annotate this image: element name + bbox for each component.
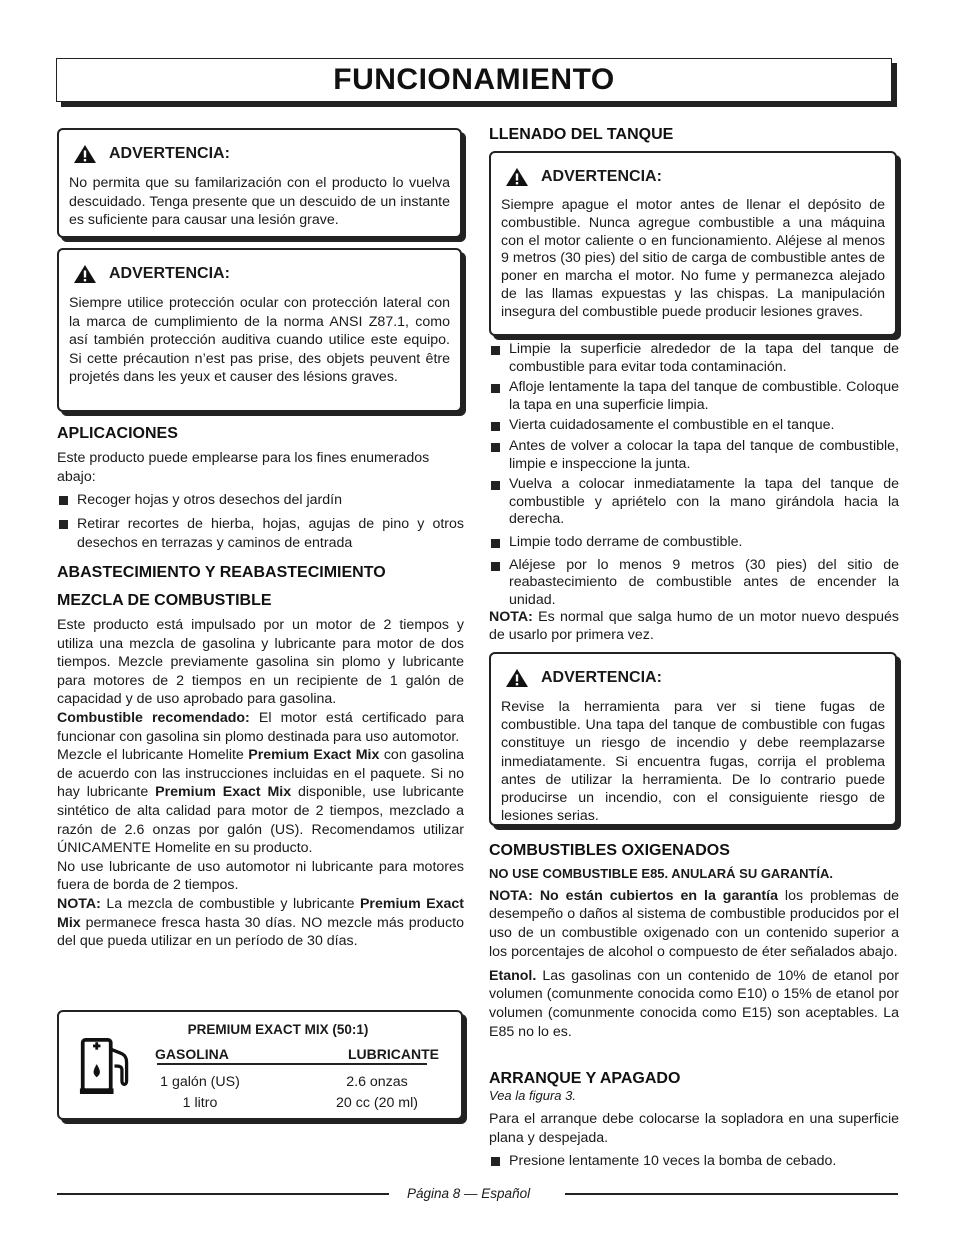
list-item: Vuelva a colocar inmediatamente la tapa del tanque de combustible y apriételo con la mano girándola hacia la derecha.	[489, 476, 899, 529]
lubricant-text: con gasolina de acuerdo con las instrucciones incluidas en el paquete. Si no hay lubricante	[57, 747, 465, 801]
start-paragraph: Para el arranque debe colocarse la sopladora en una superficie plana y despejada.	[489, 1111, 899, 1146]
warning-triangle-icon	[73, 264, 97, 284]
recommended-fuel-text: El motor está certificado para funcionar con gasolina sin plomo destinada para uso automotor.	[57, 709, 464, 745]
warning-triangle-icon	[505, 668, 529, 688]
warning-label: ADVERTENCIA:	[541, 668, 662, 686]
figure-reference: Vea la figura 3.	[489, 1088, 576, 1103]
list-item: Presione lentamente 10 veces la bomba de cebado.	[489, 1152, 899, 1171]
tank-note	[489, 609, 899, 644]
mix-ratio-table	[57, 1010, 463, 1120]
footer-page-label: Página 8 — Español	[407, 1186, 531, 1201]
recommended-fuel-paragraph	[57, 709, 464, 746]
ethanol-paragraph	[489, 967, 899, 1042]
warning-box-refuel	[489, 151, 897, 336]
table-cell: 20 cc (20 ml)	[336, 1095, 418, 1111]
note-text: Es normal que salga humo de un motor nuevo después de usarlo por primera vez.	[489, 609, 899, 643]
mixing-section	[57, 616, 464, 951]
warning-header	[505, 167, 885, 187]
table-header-rule	[157, 1063, 427, 1065]
applications-section	[57, 449, 464, 558]
warning-text: Siempre utilice protección ocular con protección lateral con la marca de cumplimiento de la norma ANSI Z87.1, como así también protección auditiva cuando utilice este equipo. Si cette précaution n’est pas prise, des objets peuvent être projetés dans les yeux et causer des lésions graves.	[69, 295, 450, 385]
warning-header	[73, 264, 450, 284]
note-label: NOTA:	[57, 895, 101, 912]
warning-text: No permita que su familarización con el producto lo vuelva descuidado. Tenga presente que un descuido de un instante es suficiente para causar una lesión grave.	[69, 175, 450, 228]
tank-steps	[489, 341, 899, 645]
list-item: Vierta cuidadosamente el combustible en el tanque.	[489, 417, 899, 435]
column-header: GASOLINA	[155, 1046, 229, 1062]
mix-col-lubricant	[315, 1045, 439, 1114]
start-stop-section	[489, 1088, 899, 1176]
table-cell: 1 litro	[182, 1095, 218, 1111]
footer-rule-right	[565, 1193, 898, 1195]
warning-box-familiarity	[57, 128, 462, 238]
recommended-fuel-label: Combustible recomendado:	[57, 709, 250, 726]
list-item: Retirar recortes de hierba, hojas, agujas de pino y otros desechos en terrazas y caminos de entrada	[57, 515, 464, 552]
mixing-heading: MEZCLA DE COMBUSTIBLE	[57, 592, 272, 609]
fueling-heading: ABASTECIMIENTO Y REABASTECIMIENTO	[57, 564, 386, 581]
note-text: La mezcla de combustible y lubricante	[100, 895, 360, 912]
tank-heading: LLENADO DEL TANQUE	[489, 126, 674, 143]
mix-col-gasoline	[155, 1045, 245, 1114]
warning-header	[505, 668, 885, 688]
start-steps-list	[489, 1152, 899, 1171]
list-item: Antes de volver a colocar la tapa del tanque de combustible, limpie e inspeccione la junta.	[489, 438, 899, 473]
ethanol-text: Las gasolinas con un contenido de 10% de etanol por volumen (comunmente conocida como E10) o 15% de etanol por volumen (comunmente conocida como E15) son aceptables. La E85 no lo es.	[489, 967, 899, 1040]
warning-triangle-icon	[505, 167, 529, 187]
applications-list	[57, 491, 464, 552]
list-item: Limpie todo derrame de combustible.	[489, 534, 899, 552]
applications-intro: Este producto puede emplearse para los fines enumerados abajo:	[57, 450, 430, 485]
lubricant-paragraph	[57, 746, 464, 858]
mixing-note	[57, 895, 464, 951]
product-name: Premium Exact Mix	[57, 895, 465, 931]
mix-table-title: PREMIUM EXACT MIX (50:1)	[187, 1022, 369, 1037]
note-label: NOTA: No están cubiertos en la garantía	[489, 887, 778, 904]
list-item: Recoger hojas y otros desechos del jardín	[57, 491, 464, 510]
list-item: Limpie la superficie alrededor de la tapa del tanque de combustible para evitar toda contaminación.	[489, 341, 899, 376]
tank-steps-list	[489, 341, 899, 609]
oxygenated-heading: COMBUSTIBLES OXIGENADOS	[489, 842, 730, 859]
oxygenated-section	[489, 865, 899, 1041]
warning-box-eye-protection	[57, 248, 462, 412]
warning-label: ADVERTENCIA:	[109, 264, 230, 282]
applications-heading: APLICACIONES	[57, 425, 178, 442]
no-automotive-paragraph: No use lubricante de uso automotor ni lubricante para motores fuera de borda de 2 tiempos.	[57, 858, 464, 894]
fuel-pump-icon	[79, 1036, 135, 1096]
warning-header	[73, 144, 450, 164]
note-text: los problemas de desempeño o daños al sistema de combustible producidos por el uso de un combustible oxigenado con un contenido superior a los porcentajes de alcohol o compuesto de éter señalados abajo.	[489, 887, 899, 960]
warning-text: Revise la herramienta para ver si tiene fugas de combustible. Una tapa del tanque de combustible con fugas constituye un riesgo de incendio y debe reemplazarse inmediatamente. Si encuentra fugas, corrija el problema antes de utilizar la herramienta. De lo contrario puede producirse un incendio, con el consiguiente riesgo de lesiones serias.	[501, 699, 885, 825]
note-label: NOTA:	[489, 609, 533, 626]
mixing-paragraph: Este producto está impulsado por un motor de 2 tiempos y utiliza una mezcla de gasolina y lubricante para motor de dos tiempos. Mezcle previamente gasolina sin plomo y lubricante para motores de 2 tiempos en un recipiente de 1 galón de capacidad y de uso aprobado para gasolina.	[57, 617, 464, 708]
table-cell: 1 galón (US)	[160, 1074, 240, 1090]
ethanol-label: Etanol.	[489, 967, 537, 984]
warning-text: Siempre apague el motor antes de llenar el depósito de combustible. Nunca agregue combustible a una máquina con el motor caliente o en funcionamiento. Aléjese al menos 9 metros (30 pies) del sitio de carga de combustible antes de poner en marcha el motor. No fume y permanezca alejado de las llamas expuestas y las chispas. La manipulación insegura del combustible puede producir lesiones graves.	[501, 197, 885, 320]
footer-rule-left	[57, 1193, 389, 1195]
list-item: Afloje lentamente la tapa del tanque de combustible. Coloque la tapa en una superficie limpia.	[489, 379, 899, 414]
lubricant-text: Mezcle el lubricante Homelite	[57, 747, 249, 764]
product-name: Premium Exact Mix	[155, 784, 292, 801]
product-name: Premium Exact Mix	[248, 747, 380, 764]
list-item: Aléjese por lo menos 9 metros (30 pies) del sitio de reabastecimiento de combustible antes de encender la unidad.	[489, 557, 899, 610]
lubricant-text: disponible, use lubricante sintético de alta calidad para motor de 2 tiempos, mezclado a razón de 2.6 onzas por galón (US). Recomendamos utilizar ÚNICAMENTE Homelite en su producto.	[57, 784, 464, 857]
column-header: LUBRICANTE	[348, 1046, 439, 1062]
page-title: FUNCIONAMIENTO	[333, 62, 615, 96]
table-cell: 2.6 onzas	[346, 1074, 408, 1090]
start-stop-heading: ARRANQUE Y APAGADO	[489, 1070, 681, 1087]
warning-box-leaks	[489, 652, 897, 826]
warning-label: ADVERTENCIA:	[109, 144, 230, 162]
warning-label: ADVERTENCIA:	[541, 167, 662, 185]
warranty-note	[489, 887, 899, 962]
page-title-box	[56, 58, 892, 102]
warning-triangle-icon	[73, 144, 97, 164]
e85-warning: NO USE COMBUSTIBLE E85. ANULARÁ SU GARANTÍA.	[489, 866, 834, 881]
note-text: permanece fresca hasta 30 días. NO mezcle más producto del que pueda utilizar en un período de 30 días.	[57, 914, 464, 950]
